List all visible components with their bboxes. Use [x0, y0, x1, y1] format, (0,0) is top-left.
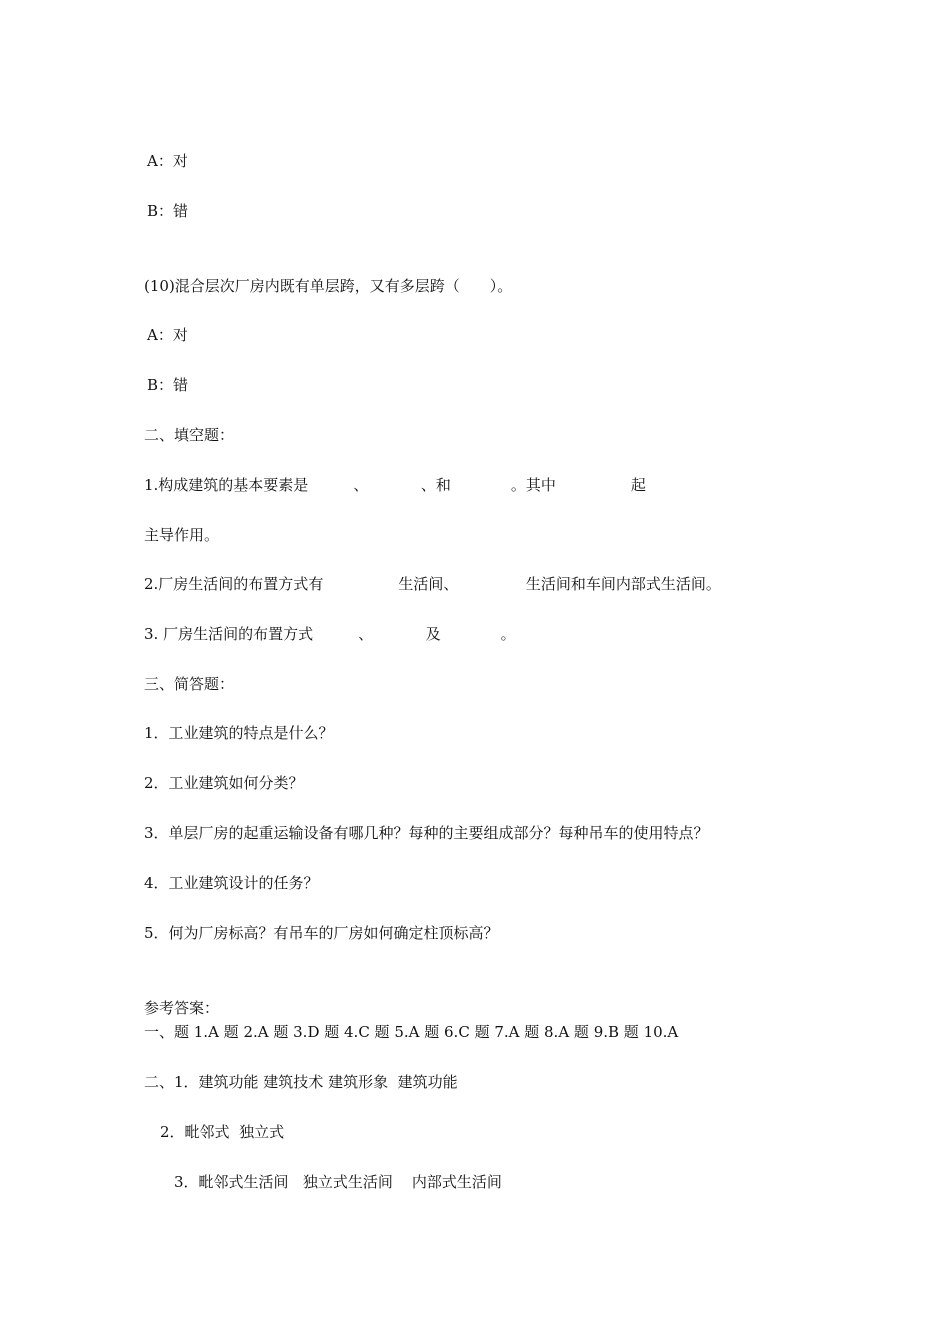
short-answer-heading: 三、简答题： — [144, 675, 235, 693]
short-answer-item: 5．何为厂房标高？有吊车的厂房如何确定柱顶标高？ — [144, 924, 499, 942]
short-answer-item: 4．工业建筑设计的任务？ — [144, 874, 319, 892]
short-answer-item: 3．单层厂房的起重运输设备有哪几种？每种的主要组成部分？每种吊车的使用特点？ — [144, 824, 709, 842]
q9-option-a: A：对 — [147, 152, 188, 170]
q10-option-b: B：错 — [147, 376, 189, 394]
q9-option-b: B：错 — [147, 202, 189, 220]
fill-blank-q2: 2.厂房生活间的布置方式有 生活间、 生活间和车间内部式生活间。 — [144, 575, 721, 593]
fill-blank-q1-line2: 主导作用。 — [144, 526, 220, 544]
fill-blank-heading: 二、填空题： — [144, 426, 235, 444]
answers-part2-item2: 2．毗邻式 独立式 — [160, 1123, 285, 1141]
q10-stem: (10)混合层次厂房内既有单层跨，又有多层跨（ ）。 — [144, 277, 513, 295]
short-answer-item: 2．工业建筑如何分类？ — [144, 774, 304, 792]
answers-part2-item3: 3．毗邻式生活间 独立式生活间 内部式生活间 — [174, 1173, 502, 1191]
short-answer-item: 1．工业建筑的特点是什么？ — [144, 724, 334, 742]
fill-blank-q1-line1: 1.构成建筑的基本要素是 、 、和 。其中 起 — [144, 476, 646, 494]
answers-part1: 一、题 1.A 题 2.A 题 3.D 题 4.C 题 5.A 题 6.C 题 7.A 题 8.A 题 9.B 题 10.A — [144, 1023, 679, 1041]
q10-option-a: A：对 — [147, 326, 188, 344]
answers-part2-item1: 二、1．建筑功能 建筑技术 建筑形象 建筑功能 — [144, 1073, 458, 1091]
fill-blank-q3: 3. 厂房生活间的布置方式 、 及 。 — [144, 625, 516, 643]
answers-heading: 参考答案： — [144, 999, 220, 1017]
